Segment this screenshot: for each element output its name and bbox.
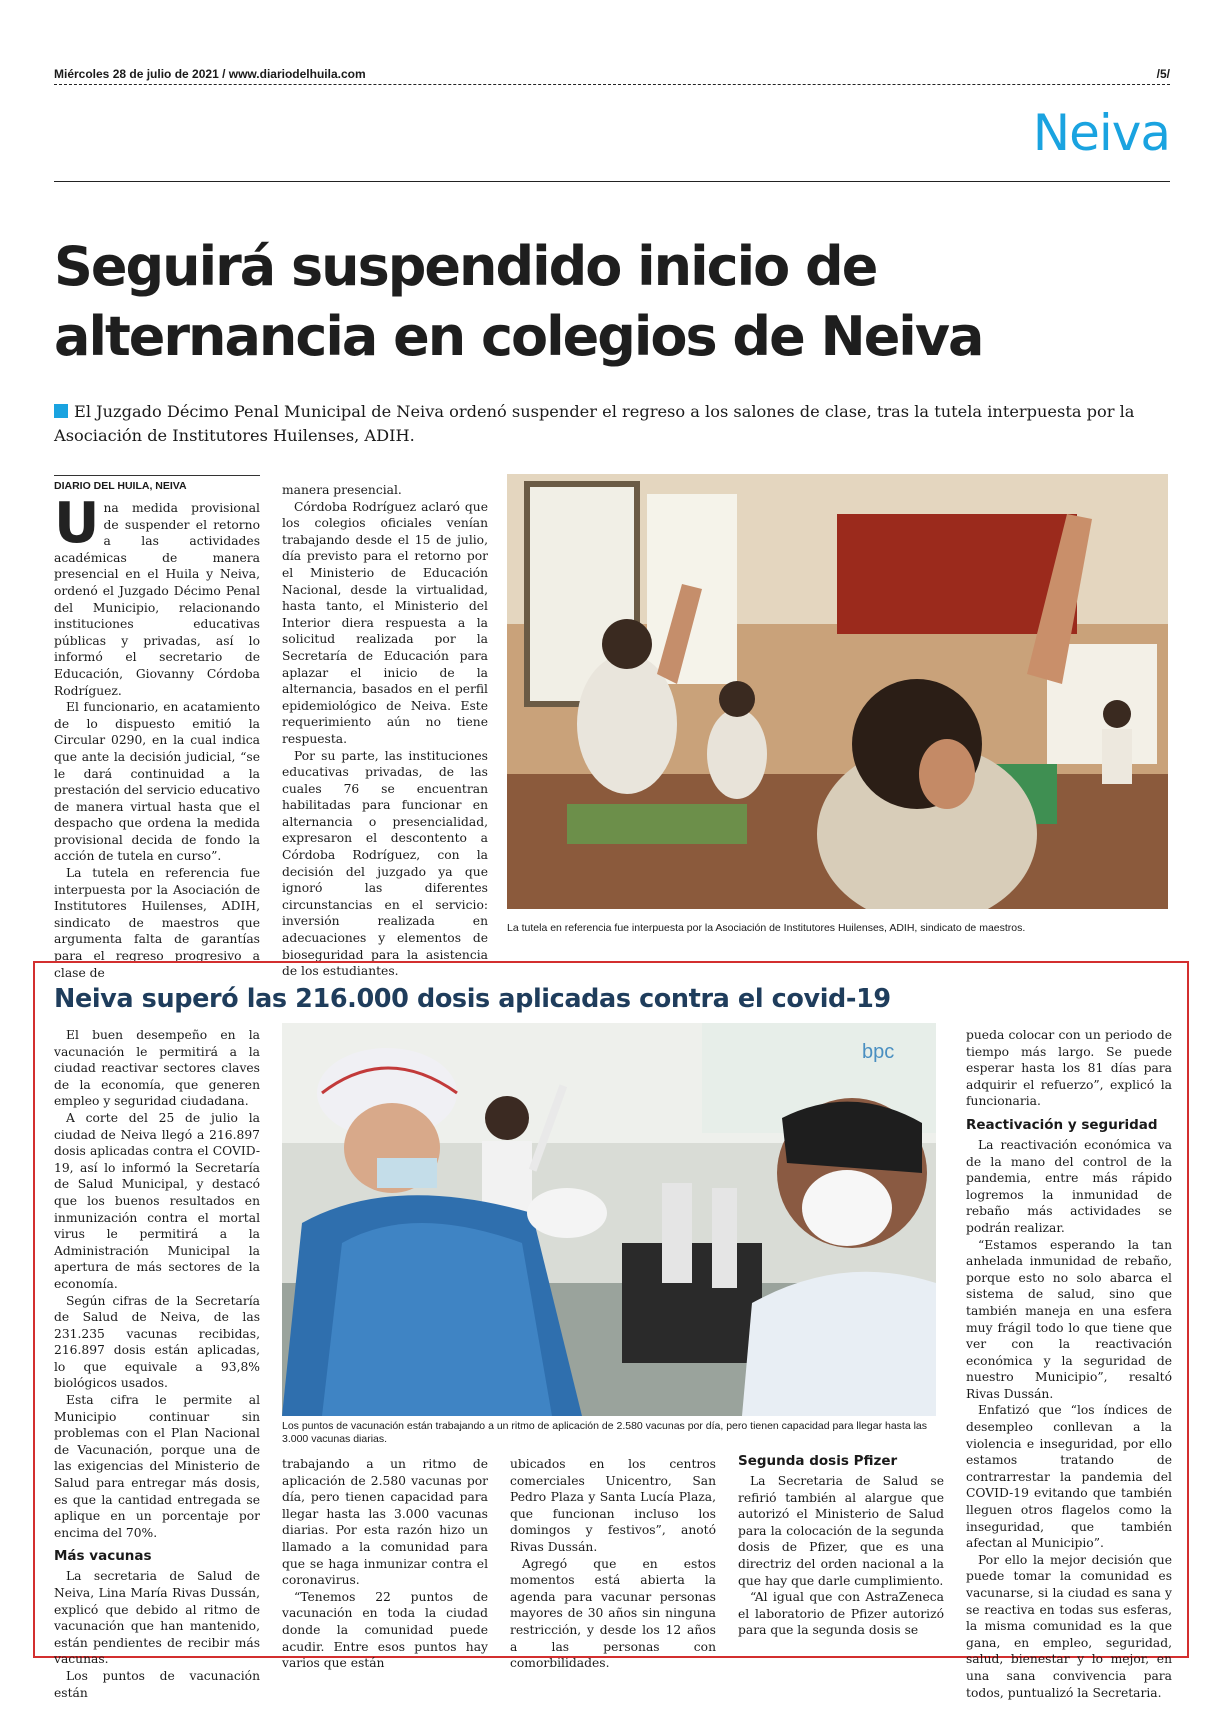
paragraph: “Estamos esperando la tan anhelada inmunidad de rebaño, porque esto no solo abarca el sistema de salud, sino que también maneja en una esfera muy frágil todo lo que tiene que ver con la reactivación económica y la seguridad de nuestro Municipio”, resaltó Rivas Dussán. bbox=[966, 1237, 1172, 1401]
paragraph: Córdoba Rodríguez aclaró que los colegios oficiales venían trabajando desde el 15 de julio, día previsto para el retorno por el Ministerio de Educación Nacional, desde la virtualidad, hasta tanto, el Ministerio del Interior diera respuesta a la solicitud realizada por la Secretaría de Educación para aplazar el inicio de la alternancia, basados en el perfil epidemiológico de Neiva. Este requerimiento aún no tiene respuesta. bbox=[282, 499, 488, 746]
paragraph-text: na medida provisional de suspender el retorno a las actividades académicas de manera presencial en el Huila y Neiva, ordenó el Juzgado Décimo Penal del Municipio, relacionando instituciones educativas públicas y privadas, así lo informó el secretario de Educación, Giovanny Córdoba Rodríguez. bbox=[54, 501, 260, 698]
paragraph: El buen desempeño en la vacunación le permitirá a la ciudad reactivar sectores claves de la economía, que generen empleo y seguridad ciudadana. bbox=[54, 1028, 260, 1109]
subheading-reactivation: Reactivación y seguridad bbox=[966, 1116, 1158, 1133]
headline-line-1: Seguirá suspendido inicio de bbox=[54, 235, 877, 298]
covid-article-title: Neiva superó las 216.000 dosis aplicadas contra el covid-19 bbox=[54, 984, 891, 1014]
article1-column-2 bbox=[282, 482, 488, 980]
vaccination-photo-caption: Los puntos de vacunación están trabajando a un ritmo de aplicación de 2.580 vacunas por día, pero tienen capacidad para llegar hasta las 3.000 vacunas diarias. bbox=[282, 1420, 928, 1445]
article2-column-4 bbox=[738, 1452, 944, 1639]
article2-column-1 bbox=[54, 1027, 260, 1701]
drop-cap: U bbox=[54, 491, 100, 556]
article2-column-5 bbox=[966, 1027, 1172, 1701]
paragraph: Por su parte, las instituciones educativas privadas, de las cuales 76 se encuentran habilitadas para funcionar en alternancia o presencialidad, expresaron el descontento a Córdoba Rodríguez, con la decisión del juzgado ya que ignoró las diferentes circunstancias en el servicio: inversión realizada en adecuaciones y elementos de bioseguridad para la asistencia de los estudiantes. bbox=[282, 748, 488, 979]
paragraph: “Al igual que con AstraZeneca el laboratorio de Pfizer autorizó para que la segunda dosis se bbox=[738, 1590, 944, 1638]
main-headline bbox=[54, 232, 1174, 372]
paragraph: La secretaria de Salud de Neiva, Lina María Rivas Dussán, explicó que debido al ritmo de vacunación que han mantenido, están pendientes de recibir más vacunas. bbox=[54, 1569, 260, 1667]
photo-caption: La tutela en referencia fue interpuesta por la Asociación de Institutores Huilenses, ADIH, sindicato de maestros. bbox=[507, 922, 1026, 934]
article1-column-1 bbox=[54, 491, 260, 981]
header-rule bbox=[54, 84, 1170, 85]
paragraph: Por ello la mejor decisión que puede tomar la comunidad es vacunarse, si la ciudad es sana y se reactiva en todas sus esferas, la misma comunidad es la que gana, en empleo, seguridad, salud, bienestar y lo mejor, en una sana convivencia para todos, puntualizó la Secretaria. bbox=[966, 1552, 1172, 1700]
lead-paragraph bbox=[54, 400, 1174, 448]
paragraph: “Tenemos 22 puntos de vacunación en toda la ciudad donde la comunidad puede acudir. Entre esos puntos hay varios que están bbox=[282, 1589, 488, 1671]
paragraph: Según cifras de la Secretaría de Salud de Neiva, de las 231.235 vacunas recibidas, 216.897 dosis están aplicadas, lo que equivale a 93,8% biológicos usados. bbox=[54, 1293, 260, 1391]
section-title: Neiva bbox=[1032, 104, 1170, 162]
paragraph: El funcionario, en acatamiento de lo dispuesto emitió la Circular 0290, en la cual indica que ante la decisión judicial, “se le dará continuidad a la prestación del servicio educativo de manera virtual hasta que el despacho que ordena la medida provisional decida de fondo la acción de tutela en curso”. bbox=[54, 700, 260, 864]
paragraph: La reactivación económica va de la mano del control de la pandemia, entre más rápido logremos la inmunidad de rebaño más actividades se podrán realizar. bbox=[966, 1137, 1172, 1235]
paragraph: ubicados en los centros comerciales Unicentro, San Pedro Plaza y Santa Lucía Plaza, que funcionan incluso los domingos y festivos”, anotó Rivas Dussán. bbox=[510, 1457, 716, 1554]
vaccination-photo-illustration bbox=[282, 1023, 936, 1416]
lead-text: El Juzgado Décimo Penal Municipal de Neiva ordenó suspender el regreso a los salones de clase, tras la tutela interpuesta por la Asociación de Institutores Huilenses, ADIH. bbox=[54, 402, 1135, 445]
paragraph: trabajando a un ritmo de aplicación de 2.580 vacunas por día, pero tienen capacidad para llegar hasta las 3.000 vacunas diarias. Por esta razón hizo un llamado a la comunidad para que se haga inmunizar contra el coronavirus. bbox=[282, 1457, 488, 1588]
paragraph: pueda colocar con un periodo de tiempo más largo. Se puede esperar hasta los 81 días para adquirir el refuerzo”, explicó la funcionaria. bbox=[966, 1028, 1172, 1109]
vaccination-photo bbox=[282, 1023, 936, 1416]
article2-column-2 bbox=[282, 1456, 488, 1672]
paragraph: Los puntos de vacunación están bbox=[54, 1668, 260, 1700]
page-date-site: Miércoles 28 de julio de 2021 / www.diariodelhuila.com bbox=[54, 67, 366, 81]
headline-line-2: alternancia en colegios de Neiva bbox=[54, 305, 983, 368]
classroom-photo-illustration bbox=[507, 474, 1168, 909]
paragraph bbox=[54, 491, 260, 699]
paragraph: manera presencial. bbox=[282, 483, 402, 497]
subheading-more-vaccines: Más vacunas bbox=[54, 1548, 152, 1565]
bullet-square-icon bbox=[54, 404, 68, 418]
svg-text:bpc: bpc bbox=[862, 1041, 895, 1063]
paragraph: Enfatizó que “los índices de desempleo conllevan a la violencia e inseguridad, por ello estamos tratando de contrarrestar la pandemia del COVID-19 evitando que también lleguen otros flagelos como la inseguridad, que también afectan al Municipio”. bbox=[966, 1403, 1172, 1551]
subheading-second-dose: Segunda dosis Pfizer bbox=[738, 1453, 898, 1469]
page-number: /5/ bbox=[1156, 67, 1170, 81]
section-rule bbox=[54, 181, 1170, 182]
paragraph: A corte del 25 de julio la ciudad de Neiva llegó a 216.897 dosis aplicadas contra el COVID-19, así lo informó la Secretaría de Salud Municipal, y destacó que los buenos resultados en inmunización contra el mortal virus le permitirá a la Administración Municipal la apertura de más sectores de la economía. bbox=[54, 1110, 260, 1291]
paragraph: Esta cifra le permite al Municipio continuar sin problemas con el Plan Nacional de Vacunación, porque una de las exigencias del Ministerio de Salud para entregar más dosis, es que la cantidad entregada se aplique en un porcentaje por encima del 70%. bbox=[54, 1393, 260, 1540]
paragraph: La tutela en referencia fue interpuesta por la Asociación de Institutores Huilenses, ADIH, sindicato de maestros que argumenta falta de garantías para el regreso progresivo a clase de bbox=[54, 866, 260, 980]
paragraph: La Secretaria de Salud se refirió también al alargue que autorizó el Ministerio de Salud para la colocación de la segunda dosis de Pfizer, que es una directriz del orden nacional a la que hay que darle cumplimiento. bbox=[738, 1474, 944, 1588]
classroom-photo bbox=[507, 474, 1168, 909]
byline: DIARIO DEL HUILA, NEIVA bbox=[54, 475, 260, 498]
paragraph: Agregó que en estos momentos está abierta la agenda para vacunar personas mayores de 30 años sin ninguna restricción, y desde los 12 años a las personas con comorbilidades. bbox=[510, 1556, 716, 1671]
article2-column-3 bbox=[510, 1456, 716, 1672]
